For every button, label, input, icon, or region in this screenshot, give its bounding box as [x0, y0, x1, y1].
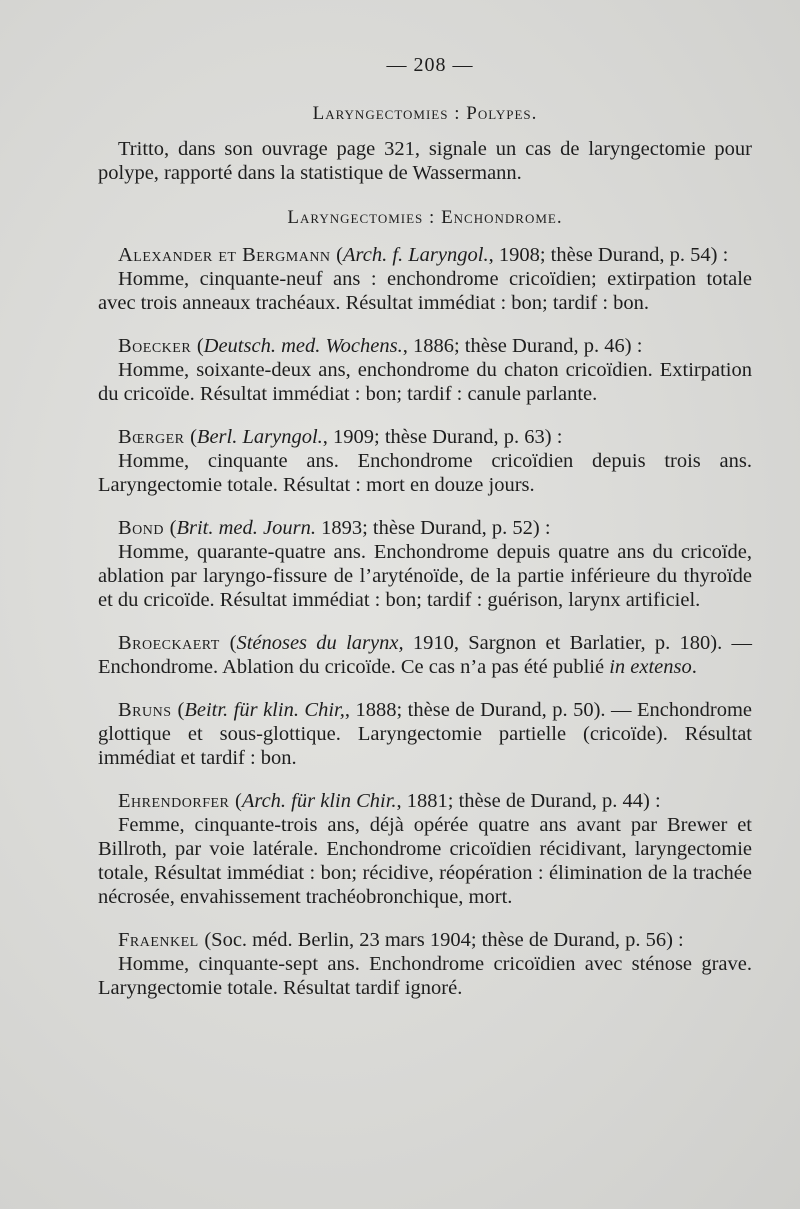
entry-ref-open: (	[169, 517, 177, 539]
entry-list	[98, 243, 752, 1000]
entry-journal: Arch. für klin Chir.	[241, 790, 397, 812]
entry-journal: Sténoses du larynx,	[236, 632, 404, 654]
entry-ref-details: , 1886; thèse Durand, p. 46) :	[402, 335, 643, 357]
entry-ref-details: 1893; thèse Durand, p. 52) :	[315, 517, 551, 539]
entry-author: Bond	[118, 517, 170, 539]
entry-ref-details: , 1909; thèse Durand, p. 63) :	[322, 426, 563, 448]
section-title-polypes: Laryngectomies : Polypes.	[312, 103, 538, 124]
entry-ref-open: (	[196, 335, 204, 357]
bibliography-entry	[98, 425, 752, 497]
entry-ref-details: , 1881; thèse de Durand, p. 44) :	[396, 790, 661, 812]
entry-journal: Berl. Laryngol.	[196, 426, 323, 448]
entry-author: Broeckaert	[118, 632, 230, 654]
entry-author: Alexander et Bergmann	[118, 244, 337, 266]
bibliography-entry	[98, 928, 752, 1000]
entry-reference	[98, 789, 752, 813]
entry-body: Homme, cinquante ans. Enchondrome cricoïdien depuis trois ans. Laryngectomie totale. Résultat : mort en douze jours.	[98, 450, 752, 496]
bibliography-entry	[98, 698, 752, 770]
entry-body: Femme, cinquante-trois ans, déjà opérée quatre ans avant par Brewer et Billroth, par voie latérale. Enchondrome cricoïdien récidivant, laryngectomie totale, Résultat immédiat : bon; récidive, réopération : élimination de la trachée nécrosée, envahissement trachéobronchique, mort.	[98, 814, 752, 908]
bibliography-entry	[98, 631, 752, 679]
entry-reference	[98, 631, 752, 679]
entry-reference	[98, 334, 752, 358]
entry-author: Ehrendorfer	[118, 790, 235, 812]
entry-author: Boecker	[118, 335, 197, 357]
entry-ref-open: (Soc. méd. Berlin, 23 mars 1904; thèse de Durand, p. 56) :	[204, 929, 684, 951]
entry-ref-open: (	[336, 244, 343, 266]
entry-body: Homme, quarante-quatre ans. Enchondrome depuis quatre ans du cricoïde, ablation par laryngo-fissure de l’aryténoïde, de la partie inférieure du thyroïde et du cricoïde. Résultat immédiat : bon; tardif : guérison, larynx artificiel.	[98, 541, 752, 611]
bibliography-entry	[98, 334, 752, 406]
bibliography-entry	[98, 243, 752, 315]
entry-reference	[98, 928, 752, 952]
entry-reference	[98, 516, 752, 540]
entry-author: Bœrger	[118, 426, 191, 448]
entry-ref-italic-tail: in extenso	[609, 656, 692, 678]
entry-body: Homme, cinquante-neuf ans : enchondrome cricoïdien; extirpation totale avec trois anneaux trachéaux. Résultat immédiat : bon; tardif : bon.	[98, 268, 752, 314]
section-title-enchondrome: Laryngectomies : Enchondrome.	[287, 207, 563, 228]
page-number: — 208 —	[386, 54, 474, 76]
entry-reference	[98, 698, 752, 770]
entry-ref-details: 1910, Sargnon et Barlatier, p. 180). — Enchondrome. Ablation du cricoïde. Ce cas n’a pas été publié	[98, 632, 752, 678]
entry-ref-tail: .	[691, 656, 697, 678]
entry-body: Homme, cinquante-sept ans. Enchondrome cricoïdien avec sténose grave. Laryngectomie totale. Résultat tardif ignoré.	[98, 953, 752, 999]
entry-reference	[98, 243, 752, 267]
entry-journal: Beitr. für klin. Chir,	[184, 699, 345, 721]
bibliography-entry	[98, 789, 752, 909]
entry-ref-open: (	[229, 632, 237, 654]
polypes-paragraph: Tritto, dans son ouvrage page 321, signale un cas de laryngectomie pour polype, rapporté dans la statistique de Wassermann.	[98, 138, 752, 184]
entry-journal: Brit. med. Journ.	[176, 517, 316, 539]
entry-author: Fraenkel	[118, 929, 205, 951]
entry-author: Bruns	[118, 699, 178, 721]
entry-ref-details: , 1888; thèse de Durand, p. 50). — Enchondrome glottique et sous-glottique. Laryngectomie partielle (cricoïde). Résultat immédiat et tardif : bon.	[98, 699, 752, 769]
entry-journal: Deutsch. med. Wochens.	[203, 335, 403, 357]
entry-reference	[98, 425, 752, 449]
entry-ref-details: , 1908; thèse Durand, p. 54) :	[488, 244, 729, 266]
entry-journal: Arch. f. Laryngol.	[343, 244, 489, 266]
entry-ref-open: (	[190, 426, 197, 448]
entry-body: Homme, soixante-deux ans, enchondrome du chaton cricoïdien. Extirpation du cricoïde. Résultat immédiat : bon; tardif : canule parlante.	[98, 359, 752, 405]
entry-ref-open: (	[235, 790, 242, 812]
entry-ref-open: (	[177, 699, 185, 721]
bibliography-entry	[98, 516, 752, 612]
